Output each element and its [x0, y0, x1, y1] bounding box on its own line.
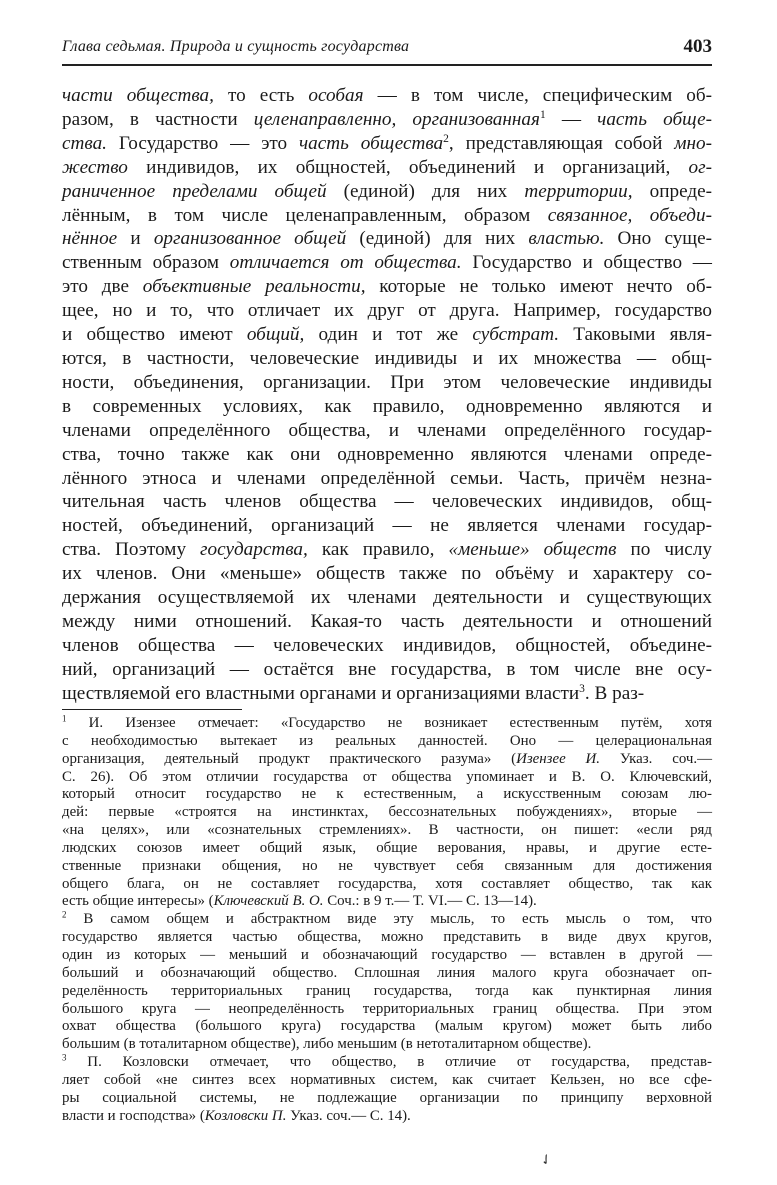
italic-text: часть обще- — [597, 108, 713, 130]
text-segment: это две — [62, 276, 143, 298]
page-number: 403 — [683, 36, 712, 57]
text-segment: щее, но и то, что отличает их друг от друга. Например, государство — [62, 300, 712, 322]
text-segment: по числу — [616, 539, 712, 561]
text-segment: и — [117, 228, 154, 250]
text-segment: организация, деятельный продукт практического разума» ( — [62, 750, 517, 767]
italic-text: общий, — [246, 324, 305, 346]
text-line — [62, 323, 712, 347]
text-line — [62, 682, 712, 706]
text-line — [62, 562, 712, 586]
text-segment: лённого этноса и членами определённой семьи. Часть, причём незна- — [62, 467, 712, 489]
footnote-line — [62, 1054, 712, 1072]
text-segment: И. Изензее отмечает: «Государство не возникает естественным путём, хотя — [66, 715, 712, 731]
text-segment: Государство — это — [106, 132, 300, 154]
italic-text: властью. — [528, 228, 605, 250]
text-segment: опреде- — [632, 180, 713, 202]
text-segment: власти и господства» ( — [62, 1107, 205, 1124]
text-segment: , представляющая собой — [448, 132, 675, 154]
text-segment: который относит государство не к естественным, а искусственным союзам лю- — [62, 786, 712, 803]
text-line — [62, 180, 712, 204]
footnote-line — [62, 876, 712, 894]
text-segment: Указ. соч.— С. 14). — [286, 1107, 411, 1124]
text-segment: с необходимостью вытекает из реальных данностей. Оно — целерациональная — [62, 732, 712, 749]
text-segment: ределённость территориальных границ государства, тогда как пунктирная линия — [62, 982, 712, 999]
italic-text: жество — [62, 156, 128, 178]
text-segment: членов общества — человеческих индивидов, общностей, объедине- — [62, 634, 712, 656]
text-line — [62, 490, 712, 514]
italic-text: Козловски П. — [204, 1107, 287, 1124]
footnote-line — [62, 715, 712, 733]
text-line — [62, 443, 712, 467]
text-line — [62, 227, 712, 251]
text-line — [62, 204, 712, 228]
text-line — [62, 395, 712, 419]
text-line — [62, 371, 712, 395]
text-segment: Соч.: в 9 т.— Т. VI.— С. 13—14). — [323, 893, 537, 910]
text-segment: ществляемой его властными органами и организациями власти — [62, 682, 580, 704]
text-segment: ются, в частности, человеческие индивиды и их множества — общ- — [62, 347, 712, 369]
footnote-ref: 1 — [539, 109, 546, 121]
text-segment: Оно суще- — [604, 228, 712, 250]
text-line — [62, 108, 712, 132]
footnote-line — [62, 1001, 712, 1019]
italic-text: особая — [308, 85, 364, 106]
italic-text: Ключевский В. О. — [213, 893, 324, 910]
footnote-ref: 3 — [62, 1052, 67, 1063]
text-segment: один из которых — меньший и обозначающий государство — вставлен в другой — — [62, 946, 712, 963]
text-line — [62, 634, 712, 658]
text-segment: большим (в тоталитарном обществе), либо меньшим (в нетоталитарном обществе). — [62, 1036, 592, 1053]
text-segment: разом, в частности — [62, 108, 254, 130]
italic-text: Изензее И. — [516, 750, 601, 767]
italic-text: раниченное пределами общей — [62, 180, 327, 202]
footnote-line — [62, 983, 712, 1001]
footnote-line — [62, 751, 712, 769]
text-segment: людских союзов имеет общий язык, общие верования, нравы, и другие есте- — [62, 839, 712, 856]
text-segment: Указ. соч.— — [600, 750, 712, 767]
text-segment: в современных условиях, как правило, одновременно являются и — [62, 395, 712, 417]
text-line — [62, 275, 712, 299]
italic-text: ог- — [688, 156, 712, 178]
italic-text: части общества, — [62, 85, 214, 106]
page-header — [62, 38, 712, 68]
text-segment: «на целях», или «сознательных стремлениях». В частности, он пишет: «если ряд — [62, 822, 712, 839]
text-segment: ственные признаки общения, но не чувствует себя связанным для достижения — [62, 857, 712, 874]
footnote-line — [62, 769, 712, 787]
italic-text: организованное общей — [153, 228, 347, 250]
footnote-line — [62, 965, 712, 983]
text-line — [62, 586, 712, 610]
footnote-line — [62, 804, 712, 822]
footnote-1 — [62, 715, 712, 911]
text-segment: ний, организаций — остаётся вне государства, в том числе вне осу- — [62, 658, 712, 680]
footnote-line — [62, 840, 712, 858]
text-line — [62, 84, 712, 108]
italic-text: нённое — [62, 228, 118, 250]
text-segment: охват общества (большого круга) государства (малым кругом) может быть либо — [62, 1018, 712, 1035]
text-line — [62, 610, 712, 634]
footnote-line — [62, 893, 712, 911]
footnote-line — [62, 911, 712, 929]
footnote-line — [62, 1090, 712, 1108]
footnote-line — [62, 858, 712, 876]
text-line — [62, 347, 712, 371]
footnote-line — [62, 822, 712, 840]
italic-text: объективные реальности, — [142, 276, 366, 298]
footnote-ref: 2 — [62, 909, 67, 920]
text-segment: С. 26). Об этом отличии государства от общества упоминает и В. О. Ключевский, — [62, 768, 712, 785]
italic-text: субстрат. — [472, 324, 560, 346]
italic-text: часть общества — [299, 132, 444, 154]
footnote-ref: 3 — [579, 682, 585, 695]
footnote-line — [62, 1036, 712, 1054]
text-segment: есть общие интересы» ( — [62, 893, 214, 910]
text-segment: — в том числе, специфическим об- — [363, 85, 713, 106]
text-line — [62, 419, 712, 443]
text-segment: один и тот же — [304, 324, 473, 346]
text-line — [62, 538, 712, 562]
italic-text: мно- — [674, 132, 712, 154]
text-segment: ности, объединения, организации. При этом человеческие индивиды — [62, 371, 712, 393]
text-line — [62, 132, 712, 156]
text-segment: ностей, объединений, организаций — не является членами государ- — [62, 515, 712, 537]
text-segment: дей: первые «строятся на инстинктах, бессознательных побуждениях», вторые — — [62, 804, 712, 821]
text-segment: то есть — [213, 85, 309, 106]
main-text — [62, 84, 712, 706]
italic-text: государства, — [200, 539, 308, 561]
text-segment: ства. Поэтому — [62, 539, 201, 561]
italic-text: связанное, объеди- — [547, 204, 712, 226]
text-segment: . В раз- — [584, 682, 645, 704]
italic-text: отличается от общества. — [229, 252, 462, 274]
footnote-3 — [62, 1054, 712, 1125]
text-segment: большого круга — неопределённость территориальных границ общества. При этом — [62, 1000, 712, 1017]
text-segment: общего блага, он не составляет государства, хотя составляет общество, так как — [62, 875, 712, 892]
text-segment: как правило, — [307, 539, 449, 561]
footnote-line — [62, 929, 712, 947]
italic-text: территории, — [524, 180, 633, 202]
text-segment: больший и обозначающий общество. Сплошная линия малого круга обозначает оп- — [62, 964, 712, 981]
italic-text: ства. — [62, 132, 107, 154]
text-segment: — — [545, 108, 598, 130]
footnote-line — [62, 786, 712, 804]
footnote-ref: 2 — [443, 132, 449, 145]
text-segment: держания осуществляемой их членами деятельности и существующих — [62, 587, 712, 609]
text-segment: П. Козловски отмечает, что общество, в отличие от государства, представ- — [66, 1054, 712, 1071]
text-segment: которые не только имеют нечто об- — [365, 276, 712, 298]
stray-mark: ✓ — [537, 1150, 556, 1171]
text-segment: (единой) для них — [326, 180, 525, 202]
footnote-rule — [62, 709, 242, 710]
text-segment: и общество имеют — [62, 324, 247, 346]
text-segment: между ними отношений. Какая-то часть деятельности и отношений — [62, 610, 712, 632]
footnote-line — [62, 1072, 712, 1090]
text-segment: (единой) для них — [346, 228, 529, 250]
text-segment: ляет собой «не синтез всех нормативных систем, как считает Кельзен, но все сфе- — [62, 1071, 712, 1088]
running-head: Глава седьмая. Природа и сущность государства — [62, 38, 410, 55]
footnotes — [62, 715, 712, 1125]
text-line — [62, 299, 712, 323]
footnote-line — [62, 1108, 712, 1126]
text-segment: ства, точно также как они одновременно являются членами опреде- — [62, 443, 712, 465]
text-line — [62, 467, 712, 491]
text-segment: Таковыми явля- — [559, 324, 712, 346]
footnote-line — [62, 947, 712, 965]
text-segment: государство является частью общества, можно представить в виде двух кругов, — [62, 929, 712, 946]
text-segment: индивидов, их общностей, объединений и организаций, — [127, 156, 689, 178]
footnote-2 — [62, 911, 712, 1054]
text-segment: лённым, в том числе целенаправленным, образом — [62, 204, 548, 226]
text-line — [62, 251, 712, 275]
text-segment: ры социальной системы, не подлежащие организации по принципу верховной — [62, 1089, 712, 1106]
text-segment: В самом общем и абстрактном виде эту мысль, то есть мысль о том, что — [66, 911, 712, 928]
text-line — [62, 156, 712, 180]
italic-text: целенаправленно, организованная — [253, 108, 540, 130]
text-line — [62, 514, 712, 538]
footnote-ref: 1 — [62, 713, 67, 724]
text-segment: Государство и общество — — [461, 252, 712, 274]
text-line — [62, 658, 712, 682]
footnote-line — [62, 733, 712, 751]
text-segment: их членов. Они «меньше» обществ также по объёму и характеру со- — [62, 563, 712, 585]
text-segment: членами определённого общества, и членами определённого государ- — [62, 419, 712, 441]
text-segment: чительная часть членов общества — человеческих индивидов, общ- — [62, 491, 712, 513]
italic-text: «меньше» обществ — [448, 539, 617, 561]
footnote-line — [62, 1018, 712, 1036]
header-rule — [62, 64, 712, 66]
text-segment: ственным образом — [62, 252, 230, 274]
